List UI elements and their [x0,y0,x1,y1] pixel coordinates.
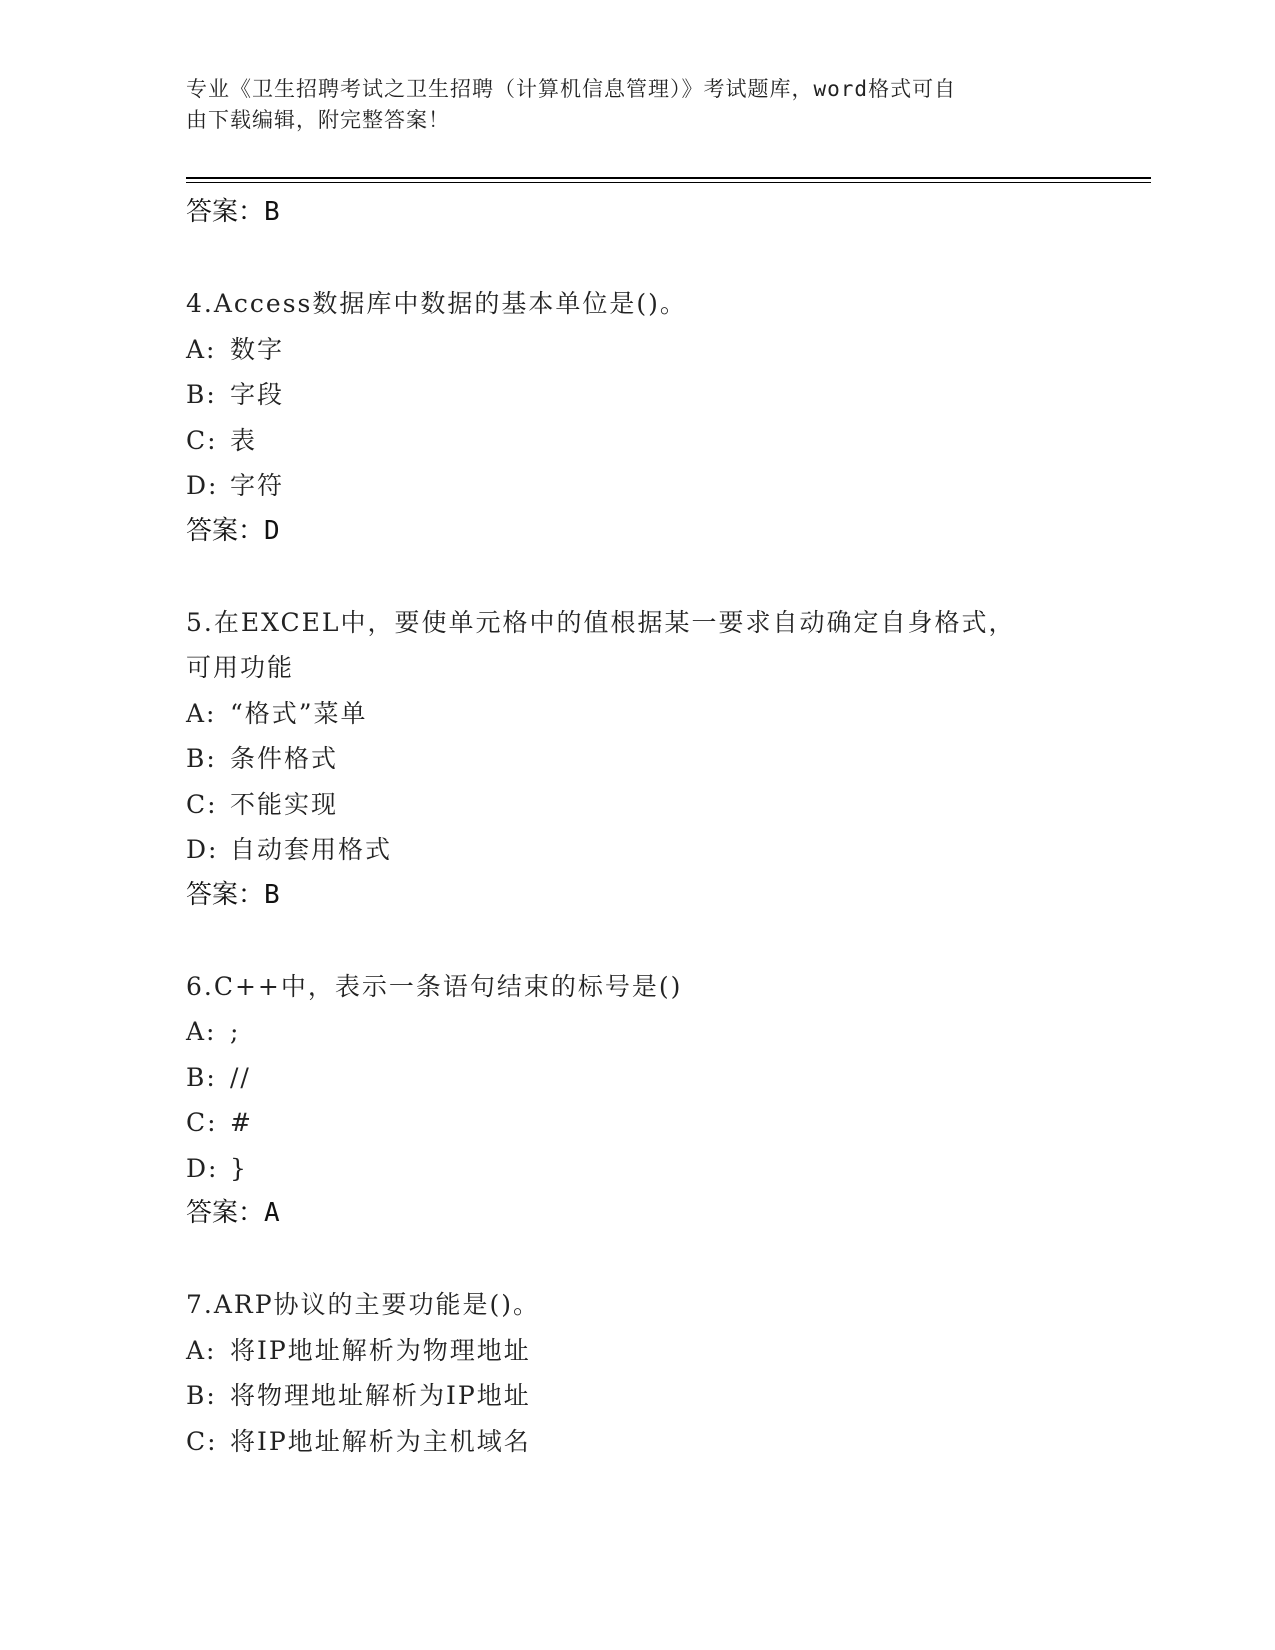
header-divider-thin [186,182,1151,183]
question-block [186,964,1086,1236]
option-c [186,1419,1086,1465]
option-text: 将IP地址解析为主机域名 [230,1426,531,1456]
option-c [186,1100,1086,1146]
option-text: 不能实现 [230,789,339,819]
option-key: D: [186,1153,219,1183]
answer-line: 答案：D [186,515,280,546]
option-key: C: [186,1108,218,1137]
option-text: // [230,1062,251,1092]
option-text: 条件格式 [230,744,339,773]
option-text: 表 [230,425,258,455]
answer-line: 答案：B [186,879,280,910]
option-text: “格式”菜单 [230,698,368,728]
option-key: D: [186,471,219,500]
option-b [186,372,1086,418]
option-c [186,782,1086,828]
option-c [186,418,1086,464]
option-b [186,1373,1086,1419]
option-text: } [230,1153,248,1183]
option-d [186,827,1086,873]
question-stem-line-2: 可用功能 [186,653,295,682]
answer-line: 答案：A [186,1198,280,1228]
option-d [186,463,1086,509]
option-a [186,691,1086,737]
option-text: 将物理地址解析为IP地址 [230,1381,531,1410]
option-text: 字段 [230,380,285,409]
option-key: B: [186,744,217,773]
option-key: A: [186,1335,217,1365]
option-key: A: [186,1017,217,1046]
answer-line: 答案：B [186,197,280,227]
option-text: ; [230,1017,241,1046]
header-line-2: 由下载编辑，附完整答案！ [186,108,450,132]
question-block [186,281,1086,553]
question-block [186,1282,1086,1464]
option-text: 自动套用格式 [230,835,393,864]
option-a [186,1328,1086,1374]
option-key: B: [186,380,217,409]
option-key: B: [186,1062,217,1092]
question-stem-line-1: 5.在EXCEL中，要使单元格中的值根据某一要求自动确定自身格式， [186,607,1016,637]
question-list [186,190,1086,1464]
option-b [186,1055,1086,1101]
option-text: # [230,1108,253,1137]
option-key: D: [186,835,219,864]
header-line-1: 专业《卫生招聘考试之卫生招聘（计算机信息管理）》考试题库，word格式可自 [186,77,957,101]
question-stem: 7.ARP协议的主要功能是()。 [186,1290,541,1319]
option-key: C: [186,1426,218,1456]
header-divider-thick [186,177,1151,179]
option-d [186,1146,1086,1192]
option-text: 将IP地址解析为物理地址 [230,1335,531,1365]
option-key: B: [186,1381,217,1410]
option-text: 数字 [230,334,285,364]
question-stem: 4.Access数据库中数据的基本单位是()。 [186,289,687,318]
document-header [186,74,1066,136]
option-key: A: [186,698,217,728]
option-key: C: [186,789,218,819]
question-stem: 6.C++中，表示一条语句结束的标号是() [186,971,683,1001]
option-a [186,327,1086,373]
option-key: A: [186,334,217,364]
option-key: C: [186,425,218,455]
option-text: 字符 [230,471,285,500]
option-a [186,1009,1086,1055]
question-block [186,600,1086,917]
option-b [186,736,1086,782]
question-stem [186,600,1086,691]
